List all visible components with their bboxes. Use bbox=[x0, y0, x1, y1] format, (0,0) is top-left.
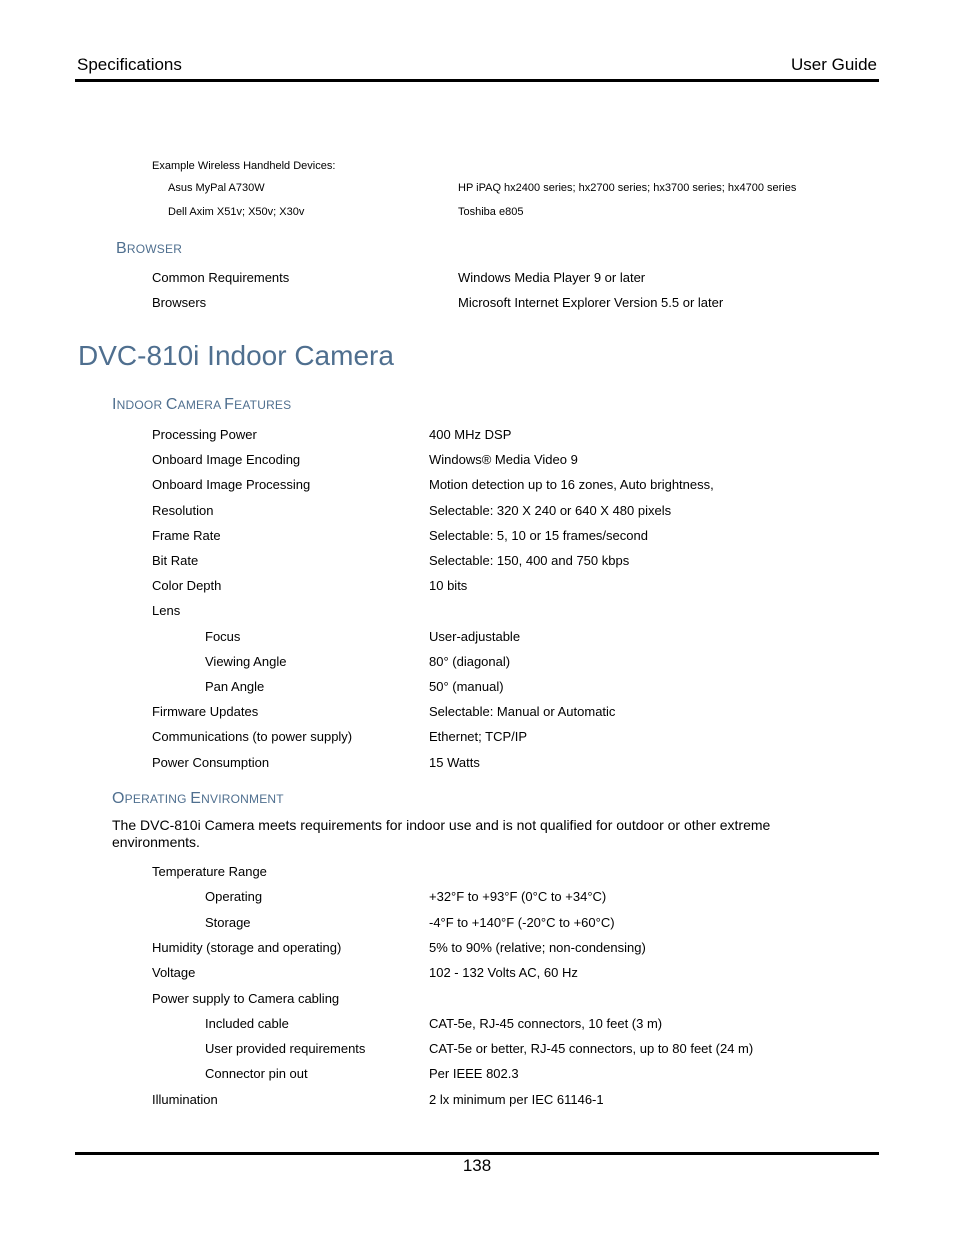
environment-heading bbox=[112, 790, 284, 808]
spec-label: Included cable bbox=[205, 1015, 289, 1031]
spec-label: Onboard Image Processing bbox=[152, 477, 311, 493]
spec-value: Windows Media Player 9 or later bbox=[458, 270, 646, 285]
spec-value: Selectable: 320 X 240 or 640 X 480 pixels bbox=[429, 502, 672, 518]
spec-row bbox=[152, 729, 528, 745]
spec-row bbox=[152, 991, 339, 1006]
spec-row bbox=[152, 704, 616, 720]
spec-value: 102 - 132 Volts AC, 60 Hz bbox=[429, 965, 578, 981]
heading-rest: NDOOR bbox=[116, 398, 166, 412]
spec-row bbox=[152, 628, 521, 644]
spec-label: Resolution bbox=[152, 502, 214, 518]
spec-value: CAT-5e or better, RJ-45 connectors, up to 80 feet (24 m) bbox=[429, 1041, 754, 1057]
spec-label: Power Consumption bbox=[152, 754, 270, 770]
spec-row bbox=[152, 889, 607, 905]
spec-value: 50° (manual) bbox=[429, 679, 504, 694]
spec-label: Communications (to power supply) bbox=[152, 729, 353, 745]
spec-row bbox=[152, 527, 648, 543]
spec-label: Common Requirements bbox=[152, 270, 290, 285]
browser-heading-initial: B bbox=[116, 240, 127, 257]
spec-row bbox=[152, 1041, 754, 1057]
header-section-title: Specifications bbox=[77, 55, 182, 74]
spec-row bbox=[152, 603, 180, 618]
spec-label: Voltage bbox=[152, 965, 196, 981]
spec-row bbox=[152, 477, 714, 493]
heading-rest: PERATING bbox=[124, 792, 191, 806]
spec-label: Firmware Updates bbox=[152, 704, 259, 720]
spec-label: Operating bbox=[205, 889, 263, 905]
spec-row bbox=[152, 679, 504, 694]
page-number: 138 bbox=[462, 1156, 492, 1175]
spec-label: Connector pin out bbox=[205, 1066, 308, 1082]
spec-value: Ethernet; TCP/IP bbox=[429, 729, 528, 745]
handheld-row bbox=[168, 182, 797, 194]
spec-label: Storage bbox=[205, 914, 251, 930]
heading-rest: EATURES bbox=[234, 398, 292, 412]
handheld-devices-title: Example Wireless Handheld Devices: bbox=[152, 160, 336, 172]
handheld-device-right: Toshiba e805 bbox=[458, 206, 524, 218]
spec-label: Bit Rate bbox=[152, 553, 199, 568]
header-document-title: User Guide bbox=[791, 55, 877, 74]
spec-row bbox=[152, 452, 578, 468]
handheld-row bbox=[168, 206, 524, 218]
heading-initial: E bbox=[190, 790, 202, 807]
spec-value: 10 bits bbox=[429, 578, 468, 594]
spec-label: Viewing Angle bbox=[205, 653, 287, 669]
heading-initial: F bbox=[224, 396, 235, 413]
spec-label: User provided requirements bbox=[205, 1041, 366, 1057]
browser-row bbox=[152, 295, 724, 310]
spec-value: Selectable: 150, 400 and 750 kbps bbox=[429, 553, 630, 568]
spec-label: Color Depth bbox=[152, 578, 222, 594]
spec-value: Selectable: 5, 10 or 15 frames/second bbox=[429, 527, 648, 543]
heading-initial: C bbox=[165, 396, 178, 413]
browser-heading-rest: ROWSER bbox=[126, 242, 183, 256]
spec-label: Illumination bbox=[152, 1091, 218, 1107]
spec-label: Focus bbox=[205, 628, 241, 644]
heading-initial: O bbox=[112, 790, 125, 807]
handheld-device-right: HP iPAQ hx2400 series; hx2700 series; hx3700 series; hx4700 series bbox=[458, 182, 797, 194]
spec-value: 80° (diagonal) bbox=[429, 653, 511, 669]
spec-value: 400 MHz DSP bbox=[429, 427, 512, 442]
spec-label: Temperature Range bbox=[152, 864, 267, 879]
spec-row bbox=[152, 502, 672, 518]
spec-value: CAT-5e, RJ-45 connectors, 10 feet (3 m) bbox=[429, 1015, 663, 1031]
heading-initial: I bbox=[112, 396, 117, 413]
spec-label: Browsers bbox=[152, 295, 207, 310]
spec-value: User-adjustable bbox=[429, 628, 521, 644]
spec-label: Onboard Image Encoding bbox=[152, 452, 301, 468]
spec-row bbox=[152, 939, 646, 955]
spec-label: Processing Power bbox=[152, 427, 257, 442]
spec-row bbox=[152, 578, 468, 594]
spec-row bbox=[152, 914, 615, 930]
spec-row bbox=[152, 1091, 604, 1107]
spec-value: Per IEEE 802.3 bbox=[429, 1066, 519, 1082]
spec-value: Microsoft Internet Explorer Version 5.5 or later bbox=[458, 295, 724, 310]
spec-row bbox=[152, 1066, 519, 1082]
spec-row bbox=[152, 653, 511, 669]
spec-label: Pan Angle bbox=[205, 679, 265, 694]
handheld-device-left: Asus MyPal A730W bbox=[168, 182, 265, 194]
spec-row bbox=[152, 1015, 663, 1031]
spec-row bbox=[152, 965, 578, 981]
spec-label: Frame Rate bbox=[152, 527, 221, 543]
spec-value: Windows® Media Video 9 bbox=[429, 452, 578, 468]
features-heading bbox=[112, 396, 291, 414]
spec-label: Humidity (storage and operating) bbox=[152, 939, 342, 955]
spec-row bbox=[152, 553, 630, 568]
spec-value: 15 Watts bbox=[429, 754, 480, 770]
handheld-device-left: Dell Axim X51v; X50v; X30v bbox=[168, 206, 305, 218]
spec-label: Lens bbox=[152, 603, 181, 619]
header-divider bbox=[75, 79, 879, 82]
spec-row bbox=[152, 864, 267, 879]
footer-divider bbox=[75, 1152, 879, 1155]
heading-rest: AMERA bbox=[177, 398, 225, 412]
spec-value: Selectable: Manual or Automatic bbox=[429, 704, 616, 720]
browser-row bbox=[152, 270, 646, 285]
spec-label: Power supply to Camera cabling bbox=[152, 990, 340, 1006]
spec-value: +32°F to +93°F (0°C to +34°C) bbox=[429, 889, 607, 905]
camera-title: DVC-810i Indoor Camera bbox=[78, 340, 394, 371]
environment-paragraph: The DVC-810i Camera meets requirements for indoor use and is not qualified for outdoor or other extreme environments. bbox=[112, 817, 771, 850]
browser-heading bbox=[116, 240, 182, 258]
spec-row bbox=[152, 427, 512, 442]
spec-row bbox=[152, 754, 480, 770]
spec-value: 2 lx minimum per IEC 61146-1 bbox=[429, 1091, 604, 1107]
spec-value: Motion detection up to 16 zones, Auto brightness, bbox=[429, 477, 714, 493]
spec-value: -4°F to +140°F (-20°C to +60°C) bbox=[429, 914, 615, 930]
heading-rest: NVIRONMENT bbox=[201, 792, 284, 806]
spec-value: 5% to 90% (relative; non-condensing) bbox=[429, 939, 646, 955]
